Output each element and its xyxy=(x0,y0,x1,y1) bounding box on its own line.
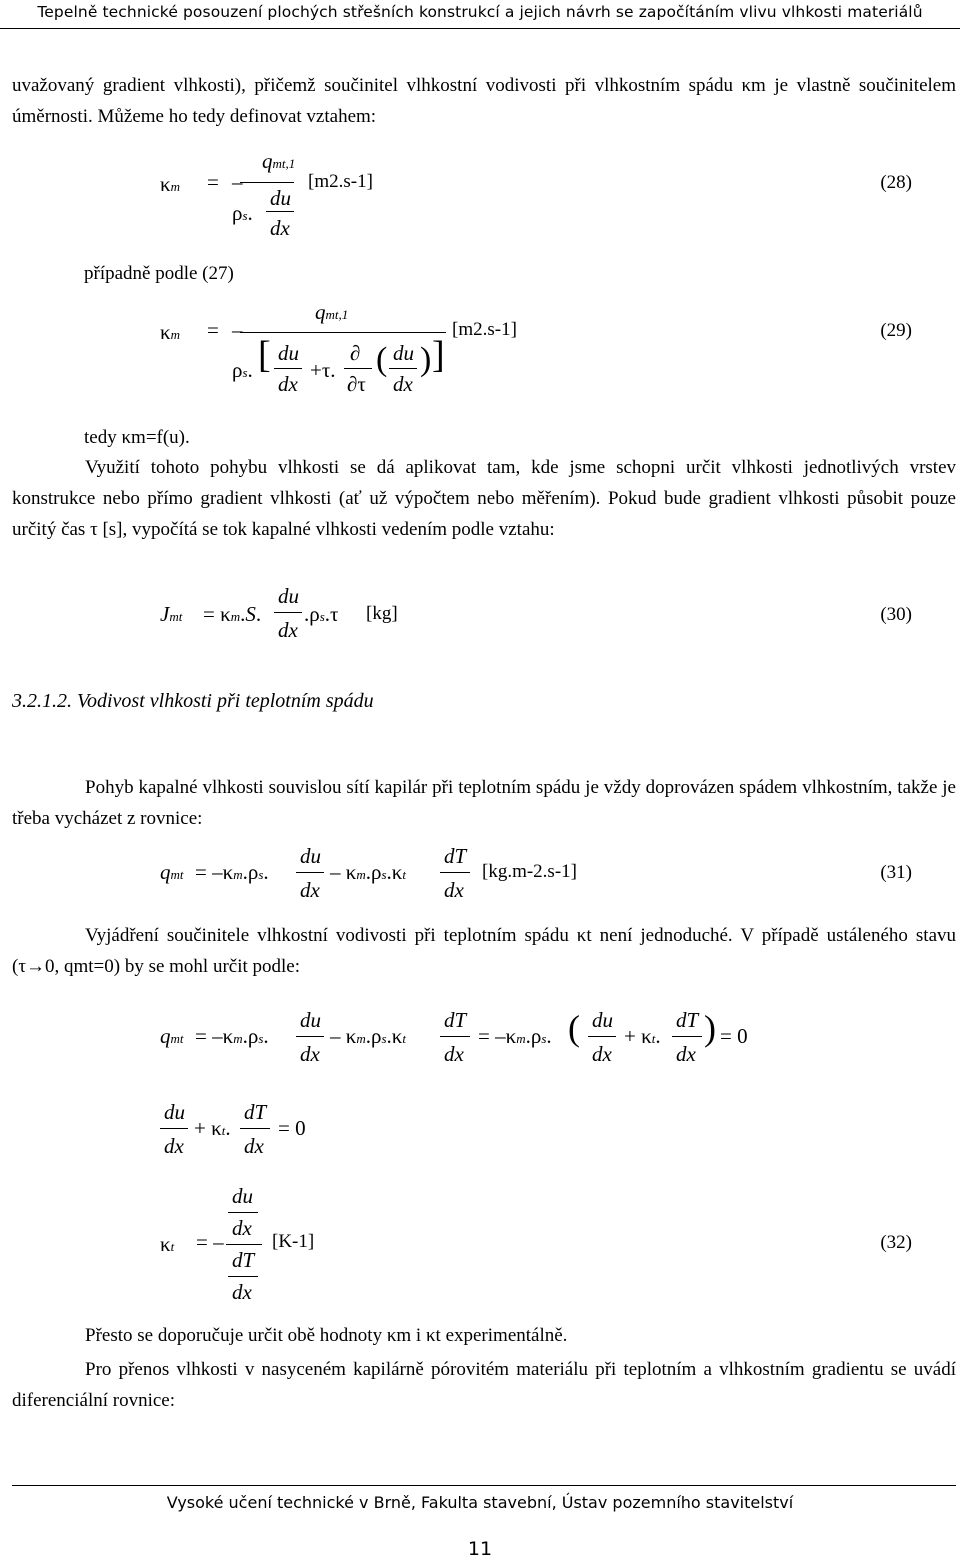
paragraph-8: Pro přenos vlhkosti v nasyceném kapilárně pórovitém materiálu při teplotním a vlhkostním gradientu se uvádí diferenciální rovnice: xyxy=(12,1359,956,1411)
footer-rule xyxy=(12,1485,956,1486)
unit-28: [m2.s-1] xyxy=(308,171,373,192)
page-number: 11 xyxy=(467,1538,493,1560)
section-heading: 3.2.1.2. Vodivost vlhkosti při teplotním spádu xyxy=(12,690,374,712)
unit-30: [kg] xyxy=(366,603,398,624)
paragraph-2: případně podle (27) xyxy=(84,263,234,284)
unit-29: [m2.s-1] xyxy=(452,319,517,340)
unit-31: [kg.m-2.s-1] xyxy=(482,861,577,882)
paragraph-3: tedy κm=f(u). xyxy=(84,427,190,448)
paragraph-7: Přesto se doporučuje určit obě hodnoty κm i κt experimentálně. xyxy=(85,1325,568,1346)
paragraph-4: Využití tohoto pohybu vlhkosti se dá aplikovat tam, kde jsme schopni určit vlhkosti jednotlivých vrstev konstrukce nebo přímo gradient vlhkosti (ať už výpočtem nebo měřením). Pokud bude gradient vlhkosti působit pouze určitý čas τ [s], vypočítá se tok kapalné vlhkosti vedením podle vztahu: xyxy=(12,457,956,540)
unit-32: [K-1] xyxy=(272,1231,315,1252)
paragraph-5: Pohyb kapalné vlhkosti souvislou sítí kapilár při teplotním spádu je vždy doprovázen spádem vlhkostním, takže je třeba vycházet z rovnice: xyxy=(12,777,956,829)
paragraph-1: uvažovaný gradient vlhkosti), přičemž součinitel vlhkostní vodivosti při vlhkostním spádu κm je vlastně součinitelem úměrnosti. Můžeme ho tedy definovat vztahem: xyxy=(12,75,956,127)
footer-institution: Vysoké učení technické v Brně, Fakulta stavební, Ústav pozemního stavitelství xyxy=(166,1493,794,1512)
eq-number-29: (29) xyxy=(880,320,912,341)
eq-number-28: (28) xyxy=(880,172,912,193)
eq-number-30: (30) xyxy=(880,604,912,625)
eq-number-31: (31) xyxy=(880,862,912,883)
paragraph-6: Vyjádření součinitele vlhkostní vodivosti při teplotním spádu κt není jednoduché. V případě ustáleného stavu (τ→0, qmt=0) by se mohl určit podle: xyxy=(12,925,956,977)
header-rule xyxy=(0,28,960,29)
eq-number-32: (32) xyxy=(880,1232,912,1253)
running-header: Tepelně technické posouzení plochých střešních konstrukcí a jejich návrh se započítáním vlivu vlhkosti materiálů xyxy=(37,3,923,21)
